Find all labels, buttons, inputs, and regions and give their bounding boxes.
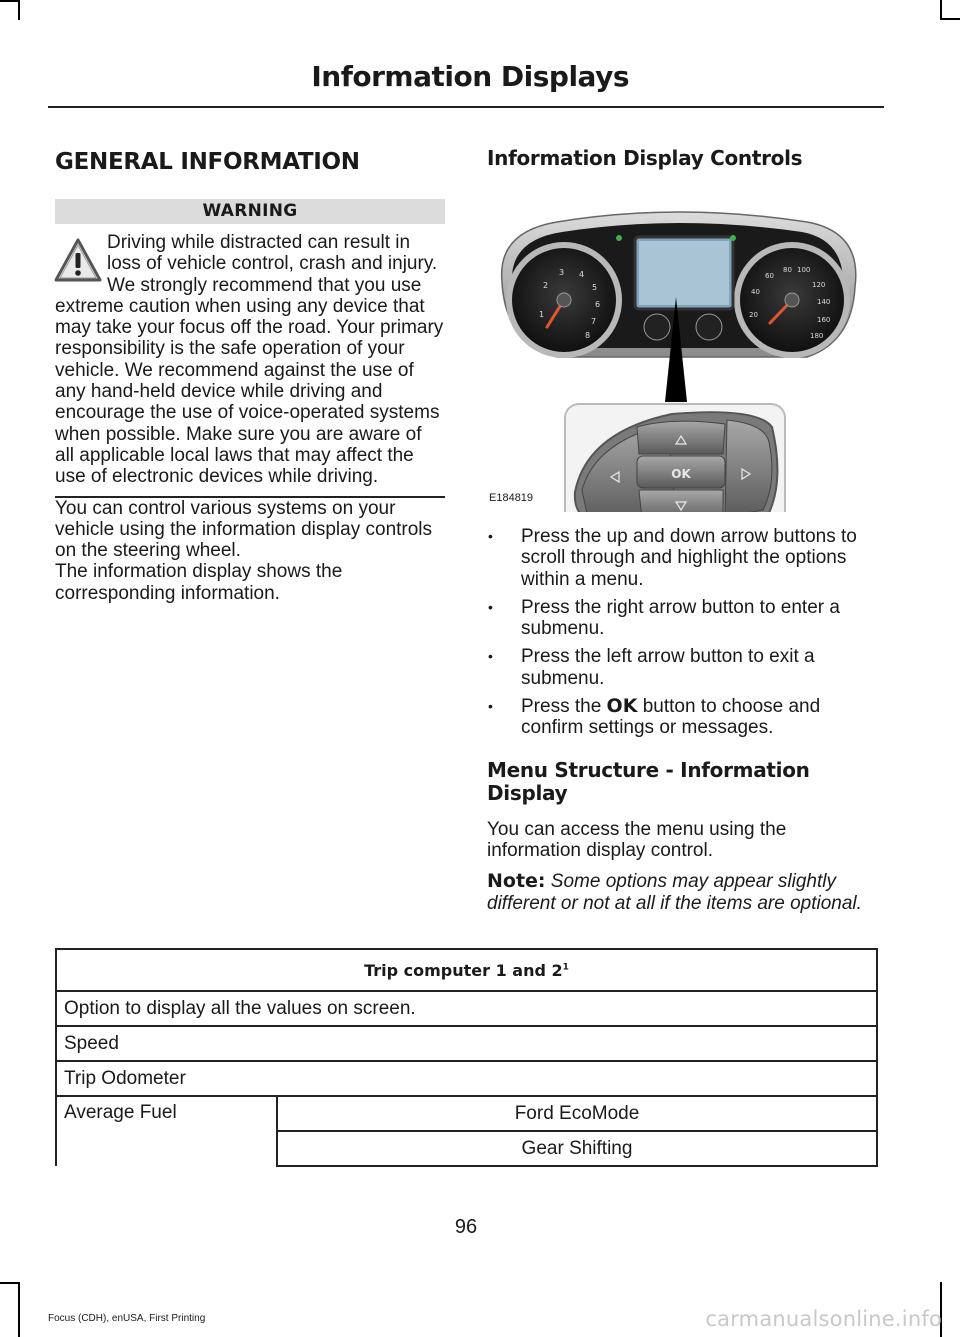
header-rule [48, 106, 884, 108]
crop-mark [18, 1282, 20, 1337]
table-title: Trip computer 1 and 2 [364, 960, 563, 980]
warning-text: Driving while distracted can result in loss of vehicle control, crash and injury. We strongly recommend that you use extreme caution when using any device that may take your focus off the road. Your primary responsibility is the safe operation of your vehicle. We recommend against the use of any hand-held device while driving and encourage the use of voice-operated systems when possible. Make sure you are aware of all applicable local laws that may affect the use of electronic devices while driving. [55, 232, 444, 488]
svg-text:180: 180 [810, 332, 824, 340]
svg-text:80: 80 [783, 266, 792, 274]
watermark: carmanualsonline.info [705, 1307, 942, 1331]
right-column [487, 145, 882, 914]
paragraph: You can access the menu using the information display control. [487, 818, 787, 861]
svg-text:100: 100 [797, 266, 811, 274]
svg-text:1: 1 [539, 310, 545, 319]
page-number: 96 [454, 1216, 478, 1238]
svg-text:160: 160 [817, 316, 831, 324]
table-row [56, 1026, 877, 1061]
svg-text:2: 2 [543, 281, 549, 290]
instrument-cluster-figure [487, 192, 882, 512]
list-item-text: Press the [521, 696, 607, 718]
crop-mark [940, 18, 960, 20]
ok-emphasis: OK [606, 695, 638, 718]
svg-text:120: 120 [812, 281, 826, 289]
list-item: • Press the up and down arrow buttons to scroll through and highlight the options within a menu. [487, 526, 882, 590]
section-heading-general: GENERAL INFORMATION [55, 149, 360, 175]
note-label: Note: [487, 870, 546, 893]
table-cell: Option to display all the values on screen. [56, 991, 877, 1026]
warning-triangle-icon [53, 236, 103, 286]
svg-text:5: 5 [592, 283, 598, 292]
svg-text:3: 3 [559, 268, 565, 277]
warning-box [55, 232, 445, 498]
list-item: • Press the left arrow button to exit a submenu. [487, 646, 882, 689]
instrument-cluster-illustration [487, 192, 882, 512]
table-cell: Ford EcoMode [277, 1096, 877, 1131]
table-row [56, 1061, 877, 1096]
list-item-text: button to choose and confirm settings or messages. [521, 696, 821, 739]
crop-mark [940, 0, 942, 20]
trip-computer-table [55, 948, 878, 1167]
table-row [56, 991, 877, 1026]
paragraph: The information display shows the corresponding information. [55, 561, 343, 604]
crop-mark [0, 1282, 20, 1284]
figure-id: E184819 [489, 492, 534, 504]
list-item: • Press the right arrow button to enter a submenu. [487, 597, 882, 640]
svg-text:8: 8 [585, 331, 591, 340]
section-heading-menu: Menu Structure - Information Display [487, 757, 810, 805]
svg-text:60: 60 [765, 272, 774, 280]
table-cell: Speed [56, 1026, 877, 1061]
table-cell: Average Fuel [56, 1096, 277, 1166]
svg-text:6: 6 [595, 300, 601, 309]
ok-button-label: OK [671, 467, 691, 481]
footnote-marker: 1 [562, 962, 569, 973]
note [487, 871, 882, 914]
svg-text:4: 4 [579, 270, 585, 279]
section-heading-controls: Information Display Controls [487, 146, 803, 170]
table-row [56, 1096, 877, 1131]
table-header [56, 949, 877, 991]
list-item [487, 696, 882, 739]
svg-text:7: 7 [591, 317, 597, 326]
svg-text:40: 40 [751, 288, 760, 296]
warning-label: WARNING [55, 199, 445, 224]
left-column [55, 145, 445, 604]
table-cell: Trip Odometer [56, 1061, 877, 1096]
note-text: Some options may appear slightly different or not at all if the items are optional. [487, 871, 862, 914]
paragraph: You can control various systems on your vehicle using the information display controls on the steering wheel. [55, 497, 433, 562]
crop-mark [0, 0, 20, 2]
svg-text:140: 140 [817, 298, 831, 306]
page-title: Information Displays [311, 60, 629, 93]
controls-bullet-list [487, 526, 882, 739]
svg-text:20: 20 [749, 311, 758, 319]
crop-mark [18, 0, 20, 20]
edition-label: Focus (CDH), enUSA, First Printing [48, 1313, 206, 1324]
table-cell: Gear Shifting [277, 1131, 877, 1166]
